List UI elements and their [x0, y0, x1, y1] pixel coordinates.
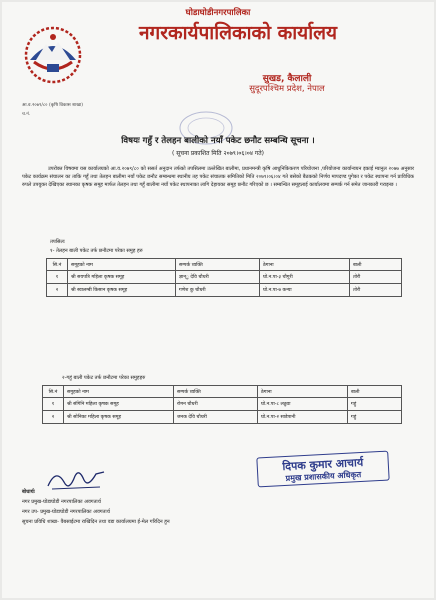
publish-date: ( सूचना प्रकाशित मिति २०७९।०६।०४ गते): [171, 150, 265, 157]
table-row: [43, 398, 402, 411]
body-paragraph: उपरोक्त विषयमा यस कार्यालयको आ.व.२०७९/८० को ससर्त अनुदान तर्फको तपसिलमा उल्लेखित बालीमा, प्रधानमन्त्री कृषि आधुनिकिकरण परियोजना ,परियोजना कार्यान्वयन इकाई म्यानुल २०७७ अनुसार पकेट कार्यक्रम संचालन का ताकि गहुँ तथा तेलहन बालीमा नयाँ पकेट छनौट सम्बन्धमा स्थानीय तह पकेट संचालक समितिको मिति २०७९।०६।०४ गते बसेको बैठकको निर्णय मापदण्ड पुगेका र पकेट स्थापना गर्न प्राविधिक रुपले उपयुक्त देखिएका स्थानका कृषक समूह मार्फत तेलहन तथा गहुँ बालीमा नयाँ पकेट स्थापनाका लागि देहायका समूह छनौट गरिएको छ । सम्बन्धित समूहलाई कार्यालयमा सम्पर्क गर्न समेत जानकारी गराइन्छ ।: [22, 166, 414, 189]
office-address: सुखड, कैलाली: [262, 74, 312, 84]
table-cell: तोरी: [350, 284, 402, 297]
bodharth-label: बोधार्थः: [22, 489, 35, 495]
officer-name: दिपक कुमार आचार्य: [282, 455, 364, 474]
table-cell: श्री स्वालम्बी किसान कृषक समूह: [68, 284, 176, 297]
table-cell: तोरी: [350, 271, 402, 284]
oilseed-pocket-table: [46, 258, 402, 297]
column-header: ठेगाना: [260, 259, 350, 271]
table-cell: गहुं: [348, 398, 402, 411]
table-cell: घो.न.पा-३ चौगुरी: [260, 271, 350, 284]
column-header: सि.नं: [43, 386, 64, 398]
column-header: सि.नं: [47, 259, 68, 271]
column-header: सम्पर्क व्यक्ति: [174, 386, 258, 398]
municipality-name: घोडाघोडीनगरपालिका: [185, 8, 251, 18]
table-cell: श्री सयपत्रि महिला कृषक समूह: [68, 271, 176, 284]
table-header-row: [43, 386, 402, 398]
column-header: सम्पर्क व्यक्ति: [176, 259, 260, 271]
tapsil-label: तपसिलः: [50, 239, 65, 245]
notice-body: [22, 165, 414, 189]
table-cell: श्री सोनिका महिला कृषक समूह: [64, 411, 174, 424]
chalani-number: च.नं.: [22, 112, 31, 117]
table-cell: रोमन चौधरी: [174, 398, 258, 411]
table-cell: श्री संगिनि महिला कृषक समूह: [64, 398, 174, 411]
table-cell: गणेश कु चौधरी: [176, 284, 260, 297]
column-header: समुहको नाम: [64, 386, 174, 398]
table-cell: १: [43, 398, 64, 411]
notice-page: [2, 2, 434, 598]
table-row: [47, 271, 402, 284]
table-cell: घो.न.पा-२ साडेपानी: [258, 411, 348, 424]
cc-line: नगर प्रमुख-घोडाघोडी नगरपालिका अवगतार्थ: [22, 499, 101, 505]
column-header: ठेगाना: [258, 386, 348, 398]
column-header: समूहको नाम: [68, 259, 176, 271]
notice-subject: विषयः गहुँ र तेलहन बालीको नयाँ पकेट छनौट सम्बन्धि सूचना ।: [121, 136, 315, 146]
fiscal-year-ref: [22, 102, 83, 108]
fiscal-year: आ.व.२०७९/८०: [22, 103, 48, 108]
table-cell: जनक देवि चौधरी: [174, 411, 258, 424]
wheat-pocket-table: [42, 385, 402, 424]
table-cell: गहुं: [348, 411, 402, 424]
section-name: (कृषि विकास शाखा): [48, 103, 83, 108]
office-title: नगरकार्यपालिकाको कार्यालय: [138, 22, 338, 44]
cc-line: सूचना प्रविधि शाखा- वैबसाईटमा राखिदिन तथा वडा कार्यालयमा ई-मेल गरिदिन हुन: [22, 519, 170, 525]
column-header: बाली: [350, 259, 402, 271]
table-cell: घो.न.पा-८ लठुवा: [258, 398, 348, 411]
signature-icon: [42, 464, 110, 494]
table-cell: २: [43, 411, 64, 424]
table-row: [43, 411, 402, 424]
table1-heading: १- तेलहन बाली पकेट तर्फ छनौटमा परेका समुह हरु: [50, 248, 143, 254]
table-header-row: [47, 259, 402, 271]
officer-title: प्रमुख प्रशासकीय अधिकृत: [285, 470, 362, 483]
table-row: [47, 284, 402, 297]
table-cell: घो.न.पा-७ कन्या: [260, 284, 350, 297]
officer-stamp: [256, 451, 389, 488]
column-header: बाली: [348, 386, 402, 398]
table2-heading: २-गहुं बाली पकेट तर्फ छनौटमा परेका समुहहरु: [62, 375, 146, 381]
table-cell: १: [47, 271, 68, 284]
table-cell: ज्ञान्ु देवि चौधरी: [176, 271, 260, 284]
table-cell: २: [47, 284, 68, 297]
province-name: सुदूरपश्चिम प्रदेश, नेपाल: [249, 84, 325, 94]
cc-line: नगर उप- प्रमुख-घोडाघोडी नगरपालिका अवगतार्थ: [22, 509, 110, 515]
